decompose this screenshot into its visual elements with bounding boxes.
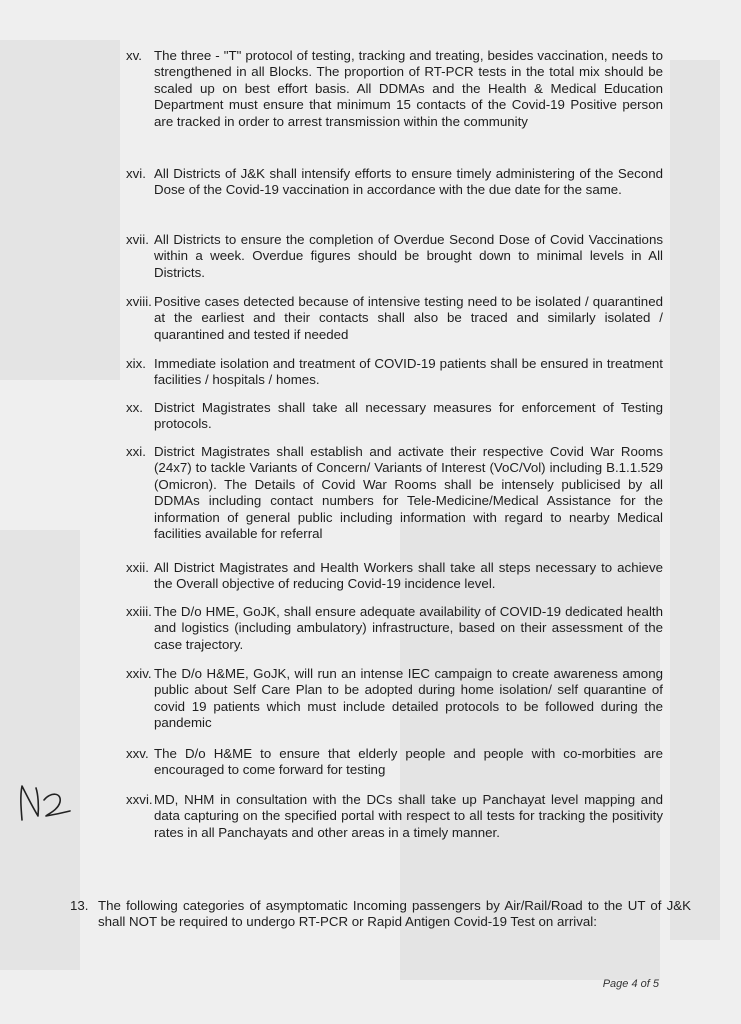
list-item-text: The three - "T" protocol of testing, tracking and treating, besides vaccination, needs to strengthened in all Blocks. The proportion of RT-PCR tests in the total mix should be scaled up on best effort basis. All DDMAs and the Health & Medical Education Department must ensure that minimum 15 contacts of the Covid-19 Positive person are tracked in order to arrest transmission within the community	[154, 48, 663, 129]
list-item	[126, 48, 663, 130]
list-item	[126, 792, 663, 841]
list-item-number: xxiv.	[126, 666, 152, 681]
scan-shadow	[670, 60, 720, 940]
list-item-text: MD, NHM in consultation with the DCs shall take up Panchayat level mapping and data capturing on the specified portal with respect to all tests for tracking the positivity rates in all Panchayats and other areas in a timely manner.	[154, 792, 663, 840]
list-item-number: xxii.	[126, 560, 149, 575]
scan-shadow	[0, 530, 80, 970]
list-item	[126, 400, 663, 433]
list-item-number: xviii.	[126, 294, 152, 309]
list-item	[126, 166, 663, 199]
list-item-text: The D/o HME, GoJK, shall ensure adequate availability of COVID-19 dedicated health and logistics (including ambulatory) infrastructure, based on their assessment of the case trajectory.	[154, 604, 663, 652]
list-item-number: xxv.	[126, 746, 149, 761]
paragraph-13	[70, 898, 691, 931]
list-item	[126, 356, 663, 389]
list-item	[126, 746, 663, 779]
list-item-text: All Districts of J&K shall intensify efforts to ensure timely administering of the Second Dose of the Covid-19 vaccination in accordance with the due date for the same.	[154, 166, 663, 198]
list-item-number: xvi.	[126, 166, 146, 181]
scan-shadow	[0, 40, 120, 380]
list-item-text: All District Magistrates and Health Workers shall take all steps necessary to achieve the Overall objective of reducing Covid-19 incidence level.	[154, 560, 663, 592]
list-item-number: xxi.	[126, 444, 146, 459]
list-item-text: District Magistrates shall take all necessary measures for enforcement of Testing protocols.	[154, 400, 663, 432]
list-item-number: xxvi.	[126, 792, 153, 807]
paragraph-text: The following categories of asymptomatic Incoming passengers by Air/Rail/Road to the UT of J&K shall NOT be required to undergo RT-PCR or Rapid Antigen Covid-19 Test on arrival:	[98, 898, 691, 930]
list-item-text: All Districts to ensure the completion of Overdue Second Dose of Covid Vaccinations within a week. Overdue figures should be brought down to minimal levels in All Districts.	[154, 232, 663, 280]
list-item	[126, 444, 663, 542]
handwritten-annotation	[16, 780, 72, 824]
list-item-text: Positive cases detected because of intensive testing need to be isolated / quarantined at the earliest and their contacts shall also be traced and similarly isolated / quarantined and tested if needed	[154, 294, 663, 342]
list-item-number: xix.	[126, 356, 146, 371]
list-item	[126, 294, 663, 343]
list-item-number: xx.	[126, 400, 143, 415]
paragraph-number: 13.	[70, 898, 89, 913]
list-item-text: Immediate isolation and treatment of COVID-19 patients shall be ensured in treatment facilities / hospitals / homes.	[154, 356, 663, 388]
list-item	[126, 666, 663, 732]
list-item-text: The D/o H&ME to ensure that elderly people and people with co-morbities are encouraged to come forward for testing	[154, 746, 663, 778]
list-item-number: xxiii.	[126, 604, 152, 619]
page-number: Page 4 of 5	[602, 978, 659, 990]
list-item	[126, 604, 663, 653]
list-item	[126, 560, 663, 593]
list-item-text: The D/o H&ME, GoJK, will run an intense IEC campaign to create awareness among public about Self Care Plan to be adopted during home isolation/ self quarantine of covid 19 patients which must include detailed protocols to be followed during the pandemic	[154, 666, 663, 731]
list-item-number: xvii.	[126, 232, 149, 247]
list-item-text: District Magistrates shall establish and activate their respective Covid War Rooms (24x7) to tackle Variants of Concern/ Variants of Interest (VoC/Vol) including B.1.1.529 (Omicron). The Details of Covid War Rooms shall be intensely publicised by all DDMAs including contact numbers for Tele-Medicine/Medical Assistance for the information of general public including information with regard to nearby Medical facilities available for referral	[154, 444, 663, 542]
list-item	[126, 232, 663, 281]
list-item-number: xv.	[126, 48, 143, 63]
